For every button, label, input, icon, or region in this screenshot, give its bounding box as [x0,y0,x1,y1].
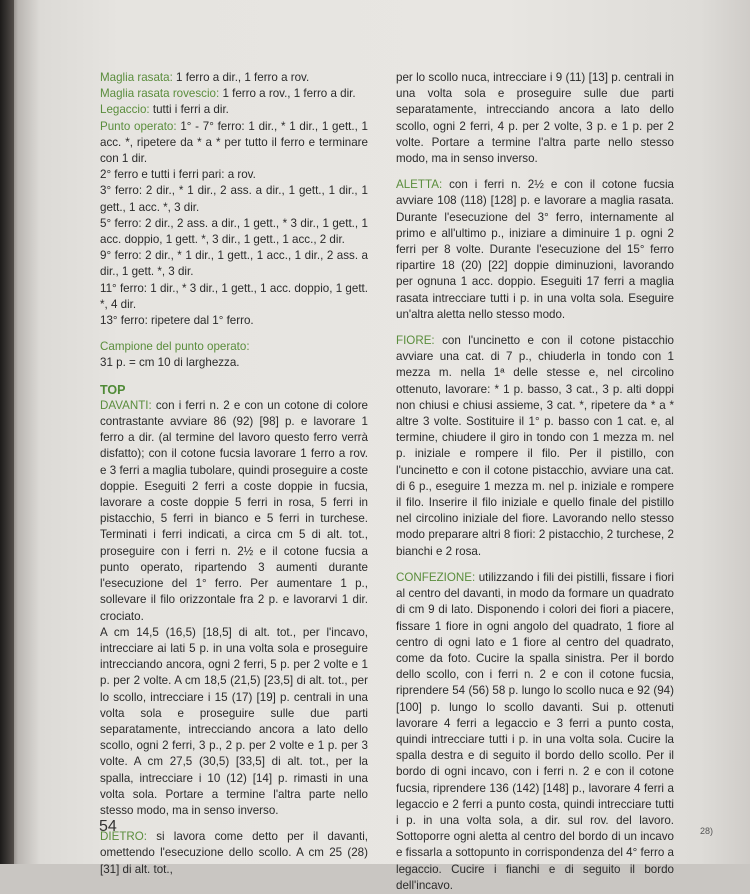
confezione-paragraph: CONFEZIONE: utilizzando i fili dei pistilli, fissare i fiori al centro del davanti, in modo da formare un quadrato di cm 9 di lato. Disponendo i colori dei fiori a piacere, fissare 1 fiore in ogni angolo del quadrato, 1 fiore al centro di ogni lato e 1 fiore al centro del quadrato, come da foto. Cucire la spalla sinistra. Per il bordo dello scollo, con i ferri n. 2 e con il cotone fucsia, riprendere 54 (56) 58 p. lungo lo scollo nuca e 92 (94) [100] p. lungo lo scollo davanti. Sui p. ottenuti lavorare 4 ferri a legaccio e 3 ferri a punto costa, quindi intrecciare tutti i p. in una volta sola. Cucire la spalla destra e di seguito il bordo dello scollo. Per il bordo di ogni incavo, con i ferri n. 2 e con il cotone fucsia, riprendere 136 (142) [148] p., lavorare 4 ferri a legaccio e 2 ferri a punto costa, quindi intrecciare tutti i p. in una volta sola, a dir. sul rov. del lavoro. Sottoporre ogni aletta al centro del bordo di un incavo e fissarla a sottopunto in corrispondenza del 4° ferro a legaccio. Cucire i fianchi e di seguito il bordo dell'incavo. [396,570,674,892]
row-instruction: 9° ferro: 2 dir., * 1 dir., 1 gett., 1 acc., 1 dir., 2 ass. a dir., 1 gett. *, 3 dir. [100,249,368,279]
row-instruction: 13° ferro: ripetere dal 1° ferro. [100,314,254,328]
davanti-paragraph-2: A cm 14,5 (16,5) [18,5] di alt. tot., per l'incavo, intrecciare ai lati 5 p. in una volta sola e proseguire intrecciando ancora, ogni 2 ferri, 5 p. per 2 volte e 1 p. per 2 volte. A cm 18,5 (21,5) [23,5] di alt. tot., per lo scollo, intrecciare i 15 (17) [19] p. centrali in una volta sola e proseguire sulle due parti separatamente, intrecciando ancora a lato dello scollo, ogni 2 ferri, 3 p., 2 p. per 2 volte e 1 p. per 3 volte. A cm 27,5 (30,5) [33,5] di alt. tot., per la spalla, intrecciare i 10 (12) [14] p. rimasti in una volta sola. Portare a termine l'altra parte nello stesso modo, ma in senso inverso. [100,625,368,817]
edge-mark: 28) [700,826,714,836]
page-number: 54 [99,818,117,835]
campione-text: 31 p. = cm 10 di larghezza. [100,356,240,370]
stitch-maglia-rasata: Maglia rasata: 1 ferro a dir., 1 ferro a rov. [100,71,310,84]
right-column [396,70,674,894]
row-instruction: 3° ferro: 2 dir., * 1 dir., 2 ass. a dir., 1 gett., 1 dir., 1 gett., 1 acc. *, 3 dir. [100,184,368,214]
book-spine [0,0,14,864]
stitch-punto-operato: Punto operato: 1° - 7° ferro: 1 dir., * 1 dir., 1 gett., 1 acc. *, ripetere da * a * per tutto il ferro e terminare con 1 dir. [100,119,369,166]
row-instruction: 5° ferro: 2 dir., 2 ass. a dir., 1 gett., * 3 dir., 1 gett., 1 acc. doppio, 1 gett. *, 3 dir., 1 gett., 1 acc., 2 dir. [100,216,368,247]
davanti-paragraph: DAVANTI: con i ferri n. 2 e con un cotone di colore contrastante avviare 86 (92) [98] p. e lavorare 1 ferro a dir. (al termine del lavoro questo ferro verrà disfatto); con il cotone fucsia lavorare 1 ferro a rov. e 3 ferri a maglia tubolare, quindi proseguire a coste doppie. Eseguiti 2 ferri a coste doppie in fucsia, lavorare a coste doppie 5 ferri in rosa, 5 ferri in pistacchio, 5 ferri in bianco e 5 ferri in turchese. Terminati i ferri indicati, a circa cm 5 di alt. tot., proseguire con i ferri n. 2½ e il cotone fucsia a punto operato, ripartendo 3 aumenti durante l'esecuzione del 1° ferro. Per aumentare 1 p., sollevare il filo orizzontale fra 2 p. e lavorarvi 1 dir. crociato. [100,398,368,623]
dietro-continued: per lo scollo nuca, intrecciare i 9 (11) [13] p. centrali in una volta sola e proseguire sulle due parti separatamente, intrecciando ancora a lato dello scollo, ogni 2 ferri, 4 p. per 2 volte, 3 p. e 1 p. per 2 volte. Portare a termine l'altra parte nello stesso modo, ma in senso inverso. [396,71,674,166]
row-instruction: 2° ferro e tutti i ferri pari: a rov. [100,168,256,182]
section-heading-top: TOP [100,382,126,397]
dietro-paragraph: DIETRO: si lavora come detto per il davanti, omettendo l'esecuzione dello scollo. A cm 25 (28) [31] di alt. tot., [100,830,368,876]
aletta-paragraph: ALETTA: con i ferri n. 2½ e con il cotone fucsia avviare 108 (118) [128] p. e lavorare a maglia rasata. Durante l'esecuzione del 3° ferro, internamente al primo e all'ultimo p., iniziare a diminuire 1 p. ogni 2 ferri per 8 volte. Durante l'esecuzione del 15° ferro ripartire 18 (20) [22] doppie diminuzioni, lavorando per ognuna 1 acc. doppio. Eseguiti 17 ferri a maglia rasata intrecciare tutti i p. in una volta sola. Eseguire un'altra aletta nello stesso modo. [396,178,674,321]
fiore-paragraph: FIORE: con l'uncinetto e con il cotone pistacchio avviare una cat. di 7 p., chiuderla in tondo con 1 mezza m. nella 1ª delle stesse e, nel circolino ottenuto, lavorare: * 1 p. basso, 3 cat., 3 p. alti doppi non chiusi e chiusi assieme, 3 cat. *, ripetere da * a * altre 3 volte. Sostituire il 1° p. basso con 1 cat. e, al termine, chiudere il giro in tondo con 1 mezza m. nel p. iniziale e rompere il filo. Per il pistillo, con l'uncinetto e con il cotone pistacchio, avviare una cat. di 6 p., eseguire 1 mezza m. nel p. iniziale e rompere il filo. Inserire il filo iniziale e quello finale del pistillo nel circolino iniziale del fiore. Lavorando nello stesso modo preparare altri 8 fiori: 2 pistacchio, 2 turchese, 2 bianchi e 2 rosa. [396,334,674,558]
stitch-maglia-rasata-rovescio: Maglia rasata rovescio: 1 ferro a rov., 1 ferro a dir. [100,87,356,101]
stitch-legaccio: Legaccio: tutti i ferri a dir. [100,103,229,117]
row-instruction: 11° ferro: 1 dir., * 3 dir., 1 gett., 1 acc. doppio, 1 gett. *, 4 dir. [100,281,368,311]
campione-label: Campione del punto operato: [100,340,250,354]
left-column [100,70,368,878]
